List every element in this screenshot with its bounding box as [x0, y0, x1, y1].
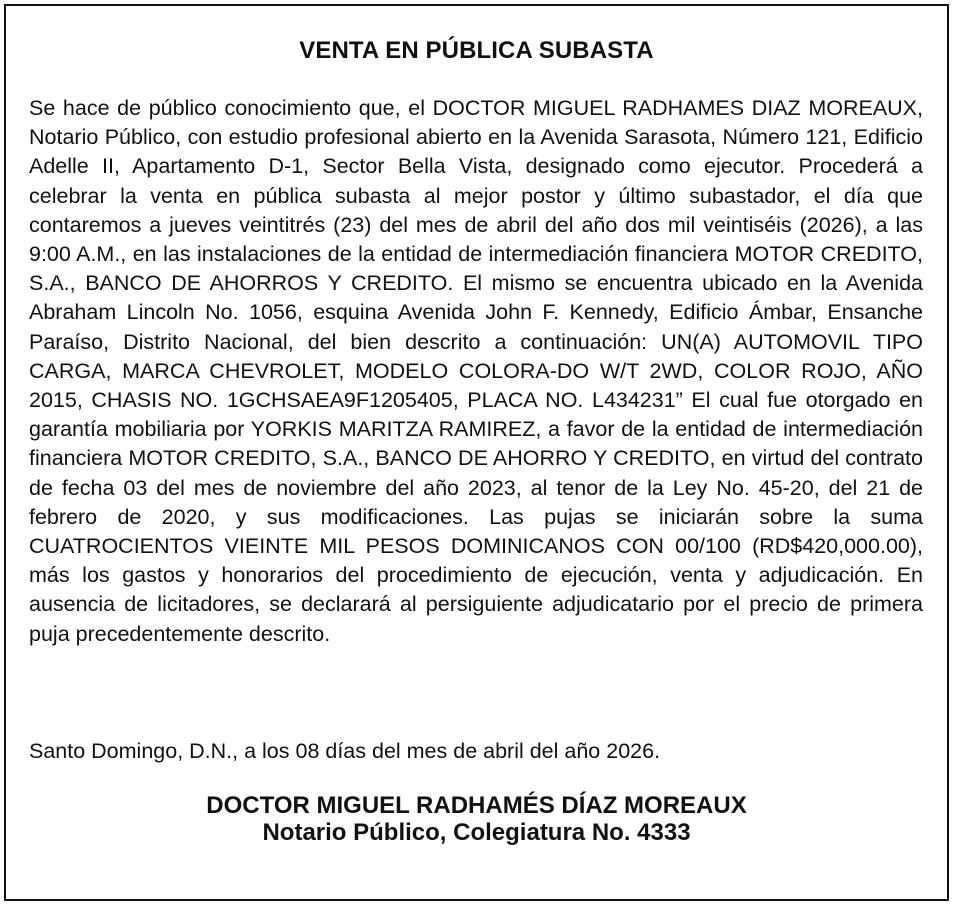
notice-body: Se hace de público conocimiento que, el DOCTOR MIGUEL RADHAMES DIAZ MOREAUX, Notario Público, con estudio profesional abierto en la Avenida Sarasota, Número 121, Edificio Adelle II, Apartamento D-1, Sector Bella Vista, designado como ejecutor. Procederá a celebrar la venta en pública subasta al mejor postor y último subastador, el día que contaremos a jueves veintitrés (23) del mes de abril del año dos mil veintiséis (2026), a las 9:00 A.M., en las instalaciones de la entidad de intermediación financiera MOTOR CREDITO, S.A., BANCO DE AHORROS Y CREDITO. El mismo se encuentra ubicado en la Avenida Abraham Lincoln No. 1056, esquina Avenida John F. Kennedy, Edificio Ámbar, Ensanche Paraíso, Distrito Nacional, del bien descrito a continuación: UN(A) AUTOMOVIL TIPO CARGA, MARCA CHEVROLET, MODELO COLORA-DO W/T 2WD, COLOR ROJO, AÑO 2015, CHASIS NO. 1GCHSAEA9F1205405, PLACA NO. L434231” El cual fue otorgado en garantía mobiliaria por YORKIS MARITZA RAMIREZ, a favor de la entidad de intermediación financiera MOTOR CREDITO, S.A., BANCO DE AHORRO Y CREDITO, en virtud del contrato de fecha 03 del mes de noviembre del año 2023, al tenor de la Ley No. 45-20, del 21 de febrero de 2020, y sus modificaciones. Las pujas se iniciarán sobre la suma CUATROCIENTOS VIEINTE MIL PESOS DOMINICANOS CON 00/100 (RD$420,000.00), más los gastos y honorarios del procedimiento de ejecución, venta y adjudicación. En ausencia de licitadores, se declarará al persiguiente adjudicatario por el precio de primera puja precedentemente descrito.	[29, 96, 923, 646]
auction-notice	[4, 4, 949, 901]
signature-name: DOCTOR MIGUEL RADHAMÉS DÍAZ MOREAUX	[206, 792, 747, 819]
signature-role: Notario Público, Colegiatura No. 4333	[262, 819, 691, 846]
notice-title: VENTA EN PÚBLICA SUBASTA	[299, 37, 654, 64]
notice-date-line: Santo Domingo, D.N., a los 08 días del mes de abril del año 2026.	[29, 739, 661, 763]
